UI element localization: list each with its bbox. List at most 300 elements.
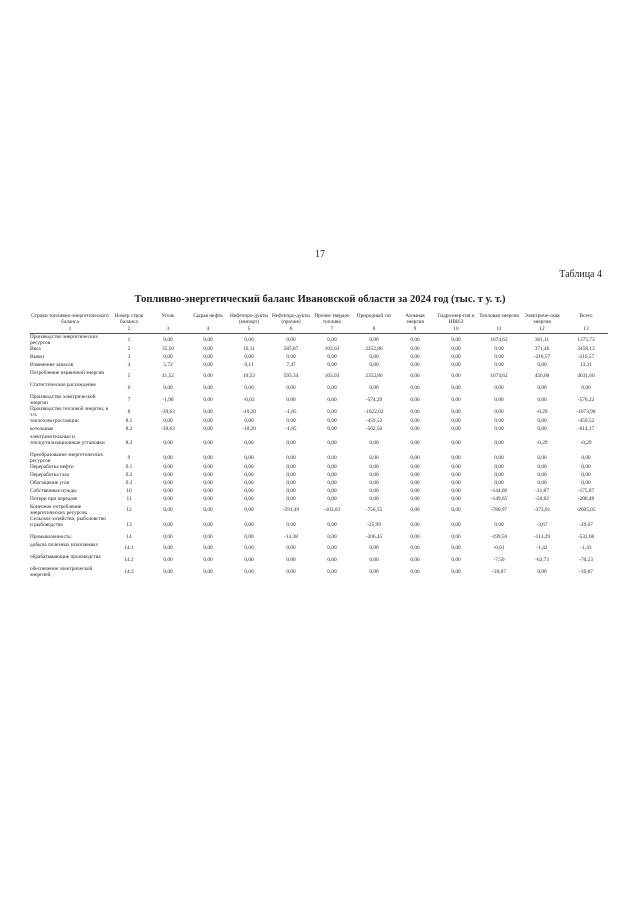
column-number: 5 <box>228 326 270 334</box>
table-cell: 0,00 <box>203 418 213 424</box>
table-cell: 0,00 <box>327 354 337 360</box>
table-cell: 0,00 <box>451 472 461 478</box>
table-cell: 0,00 <box>410 488 420 494</box>
table-cell: 41,52 <box>162 373 174 379</box>
row-label: котельные <box>30 426 54 432</box>
column-header: Всего <box>579 313 593 319</box>
table-cell: 0,11 <box>244 362 254 368</box>
table-cell: -1,85 <box>285 409 297 415</box>
table-cell: 0,00 <box>163 534 173 540</box>
table-label: Таблица 4 <box>559 269 602 280</box>
table-cell: -1,43 <box>580 545 592 551</box>
column-header: Номер строк баланса <box>114 313 144 325</box>
table-cell: 0,00 <box>203 488 213 494</box>
table-cell: 0,00 <box>494 522 504 528</box>
column-number: 4 <box>188 326 228 334</box>
table-cell: 0,00 <box>410 507 420 513</box>
table-cell: 0,00 <box>451 464 461 470</box>
table-cell: 0,00 <box>410 480 420 486</box>
table-cell: 0,00 <box>327 385 337 391</box>
table-cell: 1074,62 <box>490 373 508 379</box>
table-row <box>30 452 608 464</box>
table-cell: 0,00 <box>286 472 296 478</box>
table-cell: -591,49 <box>282 507 300 513</box>
table-cell: 0,00 <box>244 455 254 461</box>
table-cell: -39,87 <box>492 569 506 575</box>
table-cell: 0,00 <box>410 409 420 415</box>
table-cell: -1,42 <box>536 545 548 551</box>
table-row <box>30 504 608 516</box>
table-cell: -175,87 <box>577 488 595 494</box>
table-cell: 4631,60 <box>577 373 595 379</box>
table-cell: 0,00 <box>244 557 254 563</box>
row-label: электрокотельные и теплоутилизационные установки <box>30 434 105 446</box>
table-cell: 2352,86 <box>365 373 383 379</box>
table-cell: -0,29 <box>536 409 548 415</box>
table-cell: 0,00 <box>244 418 254 424</box>
table-cell: 10,23 <box>243 373 255 379</box>
table-row <box>30 406 608 418</box>
row-number: 9.3 <box>125 480 133 486</box>
table-cell: 0,00 <box>244 507 254 513</box>
table-cell: 0,00 <box>494 354 504 360</box>
row-label: Производство электрической энергии <box>30 394 96 406</box>
table-cell: 0,00 <box>451 362 461 368</box>
table-cell: 0,00 <box>581 480 591 486</box>
table-cell: 1074,62 <box>490 337 508 343</box>
table-row <box>30 394 608 406</box>
column-header: Тепловая энергия <box>479 313 519 319</box>
table-cell: 0,00 <box>494 455 504 461</box>
row-label: Производство тепловой энергии, в т.ч. <box>30 406 108 418</box>
table-cell: -562,50 <box>365 426 383 432</box>
table-cell: 0,00 <box>244 480 254 486</box>
table-cell: 0,00 <box>244 488 254 494</box>
table-cell: 0,00 <box>286 522 296 528</box>
row-label: обрабатывающие производства <box>30 554 101 560</box>
table-cell: -1073,98 <box>576 409 596 415</box>
table-row <box>30 426 608 434</box>
table-cell: 3458,13 <box>577 346 595 352</box>
table-cell: -459,52 <box>577 418 595 424</box>
table-cell: -780,97 <box>490 507 508 513</box>
table-cell: 0,00 <box>244 534 254 540</box>
table-cell: 0,00 <box>244 464 254 470</box>
table-cell: -0,29 <box>580 440 592 446</box>
header-row <box>30 313 608 326</box>
table-cell: 0,00 <box>163 455 173 461</box>
table-cell: -373,01 <box>533 507 551 513</box>
row-label: Производство энергетических ресурсов <box>30 334 99 346</box>
row-number: 8 <box>127 409 131 415</box>
row-number: 5 <box>127 373 131 379</box>
table-cell: -0,03 <box>243 397 255 403</box>
row-number: 9.1 <box>125 464 133 470</box>
row-label: Статистическое расхождение <box>30 382 96 388</box>
table-cell: 103,03 <box>324 346 340 352</box>
table-cell: 0,00 <box>203 522 213 528</box>
column-header: Электриче-ская энергия <box>524 313 560 325</box>
table-row <box>30 434 608 452</box>
table-cell: 0,00 <box>163 472 173 478</box>
table-cell: 0,00 <box>163 418 173 424</box>
table-cell: 0,00 <box>203 440 213 446</box>
table-cell: 0,00 <box>327 534 337 540</box>
column-header: Сырая нефть <box>193 313 223 319</box>
document-title: Топливно-энергетический баланс Ивановской области за 2024 год (тыс. т у. т.) <box>134 294 506 305</box>
page-number: 17 <box>315 249 325 260</box>
table-cell: 0,00 <box>451 354 461 360</box>
table-cell: 0,00 <box>244 385 254 391</box>
table-cell: 0,00 <box>327 397 337 403</box>
table-cell: -216,57 <box>577 354 595 360</box>
column-header: Атомная энергия <box>405 313 425 325</box>
row-label: Преобразование энергетических ресурсов <box>30 452 104 464</box>
column-number: 1 <box>30 326 110 334</box>
table-cell: 0,00 <box>410 362 420 368</box>
table-row <box>30 534 608 542</box>
table-cell: 0,00 <box>163 464 173 470</box>
table-cell: -1022,02 <box>364 409 384 415</box>
table-cell: 0,00 <box>244 569 254 575</box>
table-cell: 0,00 <box>581 472 591 478</box>
table-cell: -2605,05 <box>576 507 596 513</box>
table-cell: 0,00 <box>410 496 420 502</box>
table-cell: 0,00 <box>451 346 461 352</box>
table-cell: 0,00 <box>537 397 547 403</box>
table-cell: 0,00 <box>286 569 296 575</box>
table-row <box>30 464 608 472</box>
table-cell: -0,29 <box>536 440 548 446</box>
table-cell: -0,01 <box>493 545 505 551</box>
table-cell: -10,20 <box>242 409 256 415</box>
table-cell: -3,67 <box>536 522 548 528</box>
table-cell: 0,00 <box>581 455 591 461</box>
row-number: 8.3 <box>125 440 133 446</box>
table-cell: 0,00 <box>369 362 379 368</box>
table-cell: 0,00 <box>203 385 213 391</box>
table-cell: 0,00 <box>203 409 213 415</box>
table-cell: -39,63 <box>161 426 175 432</box>
table-cell: 2352,86 <box>365 346 383 352</box>
table-cell: 0,00 <box>451 480 461 486</box>
table-cell: 0,00 <box>451 337 461 343</box>
table-cell: 0,00 <box>286 418 296 424</box>
table-row <box>30 480 608 488</box>
table-cell: 0,00 <box>244 440 254 446</box>
column-header: Природный газ <box>356 313 392 319</box>
row-label: Ввоз <box>30 346 41 352</box>
table-cell: 0,00 <box>327 522 337 528</box>
table-cell: 0,00 <box>163 507 173 513</box>
row-number: 2 <box>127 346 131 352</box>
row-label: Переработка газа <box>30 472 69 478</box>
column-header: Гидроэнер-гия и НВИЭ <box>437 313 475 325</box>
table-cell: 0,00 <box>244 522 254 528</box>
table-cell: 0,00 <box>451 409 461 415</box>
table-cell: 0,00 <box>451 385 461 391</box>
table-row <box>30 496 608 504</box>
column-number: 2 <box>110 326 148 334</box>
table-cell: 0,00 <box>451 488 461 494</box>
table-cell: 0,00 <box>369 488 379 494</box>
table-cell: 5,72 <box>163 362 173 368</box>
table-body <box>30 334 608 579</box>
table-cell: 0,00 <box>369 545 379 551</box>
table-cell: -7,50 <box>493 557 505 563</box>
table-cell: 0,00 <box>286 385 296 391</box>
table-cell: 0,00 <box>327 455 337 461</box>
table-cell: -1,85 <box>285 426 297 432</box>
table-cell: 0,00 <box>327 480 337 486</box>
table-cell: 0,00 <box>327 440 337 446</box>
table-cell: 0,00 <box>203 373 213 379</box>
table-cell: 0,00 <box>203 534 213 540</box>
table-cell: -756,55 <box>365 507 383 513</box>
table-header <box>30 313 608 334</box>
column-number: 9 <box>396 326 434 334</box>
table-cell: -532,68 <box>577 534 595 540</box>
table-row <box>30 370 608 382</box>
table-cell: 0,00 <box>451 496 461 502</box>
row-number: 12 <box>126 507 132 513</box>
table-cell: 0,00 <box>494 362 504 368</box>
table-cell: 0,00 <box>203 569 213 575</box>
column-number: 6 <box>270 326 312 334</box>
table-cell: 0,00 <box>203 507 213 513</box>
table-cell: 0,00 <box>286 480 296 486</box>
table-cell: 371,46 <box>534 346 550 352</box>
row-number: 14.1 <box>124 545 134 551</box>
table-cell: -149,65 <box>490 496 508 502</box>
column-header: Строки топливно-энергетического баланса <box>31 313 109 325</box>
table-cell: 0,00 <box>581 464 591 470</box>
column-number: 10 <box>434 326 478 334</box>
table-cell: -39,63 <box>161 409 175 415</box>
row-label: теплоэлектростанции <box>30 418 79 424</box>
table-cell: 0,00 <box>203 472 213 478</box>
column-header: Нефтепро-дукты (прочие) <box>272 313 310 325</box>
table-cell: 0,00 <box>286 488 296 494</box>
table-cell: 0,00 <box>537 464 547 470</box>
table-row <box>30 334 608 347</box>
column-number: 13 <box>564 326 608 334</box>
table-cell: 0,00 <box>410 337 420 343</box>
table-cell: 0,00 <box>369 496 379 502</box>
table-cell: 0,00 <box>410 373 420 379</box>
table-cell: 0,00 <box>327 426 337 432</box>
table-cell: 0,00 <box>537 472 547 478</box>
table-cell: 0,00 <box>286 337 296 343</box>
column-header: Прочее твердое топливо <box>314 313 350 325</box>
table-cell: 0,00 <box>494 426 504 432</box>
table-cell: 0,00 <box>369 354 379 360</box>
table-cell: 0,00 <box>163 569 173 575</box>
table-cell: 0,00 <box>369 385 379 391</box>
row-number: 10 <box>126 488 132 494</box>
table-cell: 0,00 <box>537 426 547 432</box>
table-cell: 0,00 <box>203 480 213 486</box>
table-cell: -1,90 <box>162 397 174 403</box>
table-cell: 0,00 <box>327 569 337 575</box>
row-label: Потребление первичной энергии <box>30 370 105 376</box>
table-cell: 0,00 <box>410 464 420 470</box>
column-number-row <box>30 326 608 334</box>
row-number: 3 <box>127 354 131 360</box>
table-cell: -62,73 <box>535 557 549 563</box>
table-cell: 35,50 <box>162 346 174 352</box>
table-cell: 0,00 <box>203 354 213 360</box>
table-cell: 0,00 <box>410 346 420 352</box>
table-cell: 13,31 <box>580 362 592 368</box>
table-cell: 0,00 <box>203 426 213 432</box>
table-cell: 0,00 <box>163 440 173 446</box>
table-cell: -31,87 <box>535 488 549 494</box>
table-cell: 0,00 <box>203 496 213 502</box>
table-cell: -574,29 <box>365 397 383 403</box>
row-number: 8.1 <box>125 418 133 424</box>
table-cell: 0,00 <box>410 385 420 391</box>
table-cell: 7,47 <box>286 362 296 368</box>
row-label: обеспечение электрической энергией, <box>30 566 93 578</box>
row-label: Промышленность: <box>30 534 73 540</box>
table-cell: 0,00 <box>369 464 379 470</box>
column-number: 12 <box>520 326 564 334</box>
table-cell: -576,22 <box>577 397 595 403</box>
table-cell: 0,00 <box>410 557 420 563</box>
row-label: Собственные нужды <box>30 488 77 494</box>
row-number: 14 <box>126 534 132 540</box>
table-cell: 0,00 <box>203 455 213 461</box>
table-cell: -459,52 <box>365 418 383 424</box>
table-cell: 0,00 <box>451 397 461 403</box>
table-row <box>30 554 608 566</box>
table-cell: -29,67 <box>579 522 593 528</box>
table-cell: 0,00 <box>203 545 213 551</box>
row-number: 9.2 <box>125 472 133 478</box>
row-number: 13 <box>126 522 132 528</box>
row-label: Вывоз <box>30 354 45 360</box>
table-cell: 0,00 <box>203 557 213 563</box>
table-cell: 301,11 <box>534 337 550 343</box>
table-row <box>30 542 608 554</box>
table-cell: 0,00 <box>410 418 420 424</box>
table-cell: 0,00 <box>286 545 296 551</box>
table-cell: 0,00 <box>163 385 173 391</box>
table-cell: -103,03 <box>323 507 341 513</box>
table-row <box>30 362 608 370</box>
table-cell: 0,00 <box>244 545 254 551</box>
table-cell: 0,00 <box>494 397 504 403</box>
table-cell: 0,00 <box>451 426 461 432</box>
table-cell: 456,00 <box>534 373 550 379</box>
table-cell: 10,11 <box>243 346 255 352</box>
table-cell: 0,00 <box>369 455 379 461</box>
table-cell: 0,00 <box>494 440 504 446</box>
table-cell: 0,00 <box>451 455 461 461</box>
table-cell: 103,03 <box>324 373 340 379</box>
table-cell: 0,00 <box>327 362 337 368</box>
table-cell: -50,82 <box>535 496 549 502</box>
table-cell: 593,34 <box>283 373 299 379</box>
table-cell: 0,00 <box>369 472 379 478</box>
table-cell: 0,00 <box>451 557 461 563</box>
row-label: Конечное потребление энергетических ресурсов <box>30 504 87 516</box>
column-header: Уголь <box>161 313 175 319</box>
table-cell: 0,00 <box>410 426 420 432</box>
row-number: 6 <box>127 385 131 391</box>
table-cell: 0,00 <box>494 346 504 352</box>
table-cell: -113,29 <box>533 534 551 540</box>
table-cell: 0,00 <box>369 440 379 446</box>
table-cell: 0,00 <box>537 569 547 575</box>
table-cell: 0,00 <box>244 337 254 343</box>
table-cell: 0,00 <box>410 534 420 540</box>
table-cell: 0,00 <box>537 418 547 424</box>
table-cell: 0,00 <box>451 569 461 575</box>
table-cell: 0,00 <box>410 397 420 403</box>
column-number: 8 <box>352 326 396 334</box>
energy-balance-table <box>30 313 608 578</box>
table-cell: 0,00 <box>203 346 213 352</box>
table-cell: 0,00 <box>410 545 420 551</box>
table-cell: 0,00 <box>537 362 547 368</box>
row-label: добыча полезных ископаемых <box>30 542 99 548</box>
row-number: 9 <box>127 455 131 461</box>
table-row <box>30 418 608 426</box>
column-number: 7 <box>312 326 352 334</box>
table-cell: -144,00 <box>490 488 508 494</box>
table-cell: -206,45 <box>365 534 383 540</box>
table-cell: 0,00 <box>410 569 420 575</box>
table-cell: 0,00 <box>537 480 547 486</box>
table-cell: 0,00 <box>494 472 504 478</box>
row-number: 14.3 <box>124 569 134 575</box>
table-cell: 0,00 <box>244 472 254 478</box>
table-cell: 0,00 <box>494 418 504 424</box>
table-cell: -70,23 <box>579 557 593 563</box>
table-cell: 0,00 <box>410 472 420 478</box>
row-label: Потери при передаче <box>30 496 78 502</box>
table-cell: 0,00 <box>369 569 379 575</box>
row-label: Переработка нефти <box>30 464 74 470</box>
table-cell: 0,00 <box>286 455 296 461</box>
table-row <box>30 354 608 362</box>
table-cell: 0,00 <box>410 455 420 461</box>
table-cell: 0,00 <box>244 354 254 360</box>
table-cell: -10,20 <box>242 426 256 432</box>
table-cell: 0,00 <box>369 480 379 486</box>
table-cell: 0,00 <box>410 440 420 446</box>
table-cell: 0,00 <box>451 522 461 528</box>
table-row <box>30 516 608 534</box>
row-label: Изменение запасов <box>30 362 74 368</box>
table-cell: 0,00 <box>327 545 337 551</box>
table-cell: 0,00 <box>286 440 296 446</box>
row-number: 11 <box>126 496 132 502</box>
table-cell: 0,00 <box>203 464 213 470</box>
table-cell: -200,48 <box>577 496 595 502</box>
table-cell: 0,00 <box>451 507 461 513</box>
table-cell: 0,00 <box>327 337 337 343</box>
table-cell: 0,00 <box>537 455 547 461</box>
table-cell: 0,00 <box>163 488 173 494</box>
table-cell: 0,00 <box>494 464 504 470</box>
column-number: 3 <box>148 326 188 334</box>
table-cell: 585,87 <box>283 346 299 352</box>
table-cell: 0,00 <box>286 397 296 403</box>
table-cell: 0,00 <box>286 557 296 563</box>
